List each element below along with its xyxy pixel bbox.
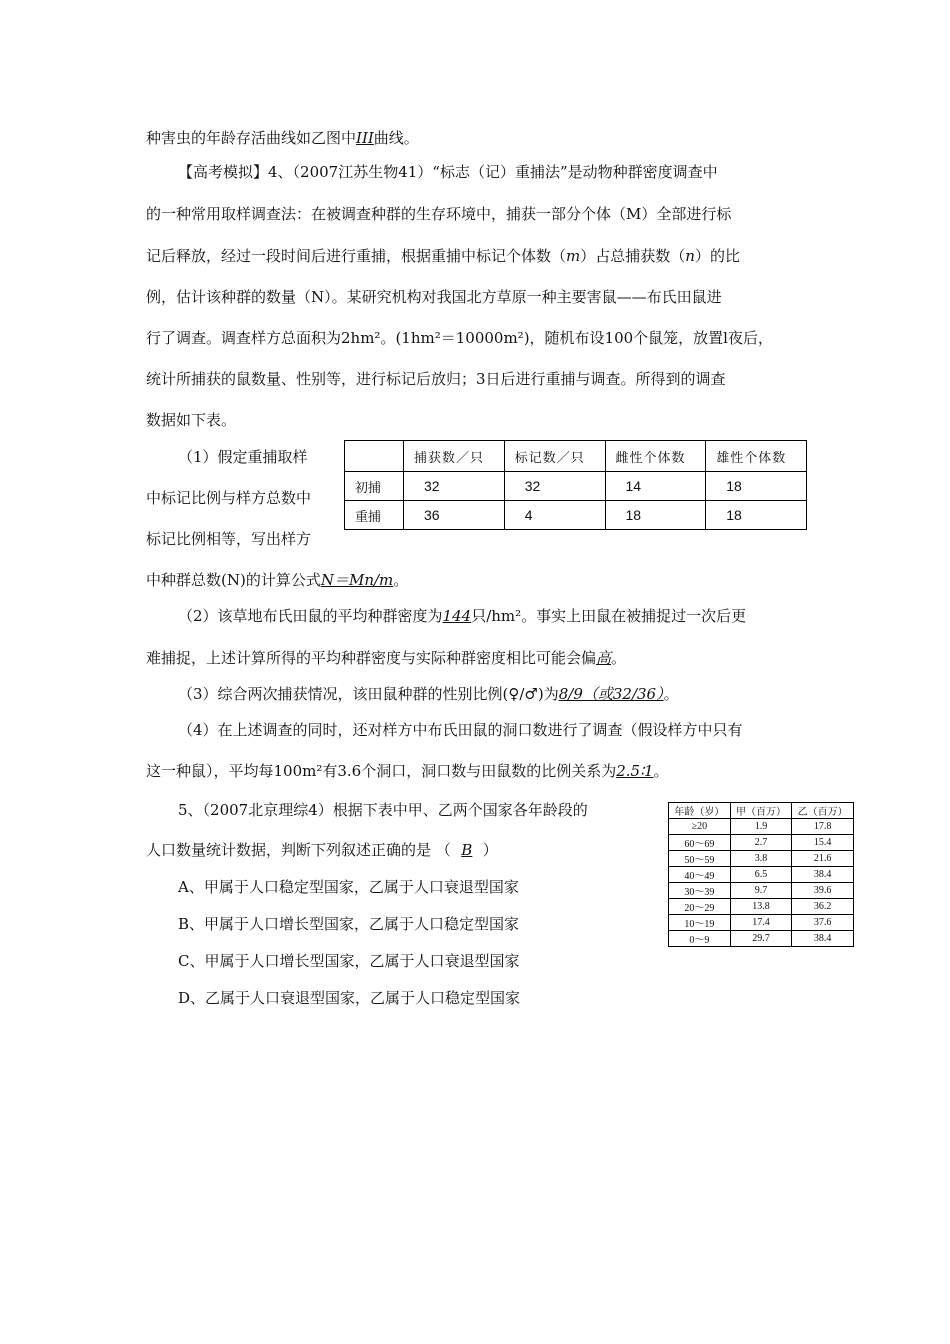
table-cell: 60～69	[669, 835, 731, 851]
text-line: 中标记比例与样方总数中	[146, 489, 312, 507]
table-cell: 18	[706, 501, 807, 530]
table-cell: 38.4	[792, 867, 854, 883]
table-cell: 21.6	[792, 851, 854, 867]
text-line: （4）在上述调查的同时，还对样方中布氏田鼠的洞口数进行了调查（假设样方中只有	[178, 721, 743, 739]
table-cell: 37.6	[792, 915, 854, 931]
table-cell: 9.7	[730, 883, 792, 899]
text-line: 例，估计该种群的数量（N）。某研究机构对我国北方草原一种主要害鼠——布氏田鼠进	[146, 288, 722, 306]
table-cell: 15.4	[792, 835, 854, 851]
text-line: 这一种鼠），平均每100m²有3.6个洞口，洞口数与田鼠数的比例关系为2.5∶1。	[146, 762, 669, 780]
table-cell: 1.9	[730, 819, 792, 835]
text-line: 难捕捉，上述计算所得的平均种群密度与实际种群密度相比可能会偏高。	[146, 649, 627, 667]
option-b: B、甲属于人口增长型国家，乙属于人口稳定型国家	[178, 915, 520, 933]
table-cell: 2.7	[730, 835, 792, 851]
table-cell: 50～59	[669, 851, 731, 867]
table-cell: 14	[605, 472, 706, 501]
table-cell: 39.6	[792, 883, 854, 899]
text-line: 统计所捕获的鼠数量、性别等，进行标记后放归；3日后进行重捕与调查。所得到的调查	[146, 370, 726, 388]
table-header: 雄性个体数	[706, 441, 807, 472]
text-line: 的一种常用取样调查法：在被调查种群的生存环境中，捕获一部分个体（M）全部进行标	[146, 205, 732, 223]
option-d: D、乙属于人口衰退型国家，乙属于人口稳定型国家	[178, 989, 521, 1007]
table-header: 标记数／只	[504, 441, 605, 472]
table-cell: 3.8	[730, 851, 792, 867]
text-line: 标记比例相等，写出样方	[146, 530, 312, 548]
capture-data-table	[344, 440, 807, 530]
table-cell: 13.8	[730, 899, 792, 915]
text-line: 行了调查。调查样方总面积为2hm²。(1hm²＝10000m²)，随机布设100个鼠笼，放置l夜后，	[146, 329, 773, 347]
table-cell: ≥20	[669, 819, 731, 835]
table-cell: 36.2	[792, 899, 854, 915]
table-header: 雌性个体数	[605, 441, 706, 472]
table-cell: 0～9	[669, 931, 731, 947]
option-a: A、甲属于人口稳定型国家，乙属于人口衰退型国家	[178, 878, 519, 896]
text-line: 记后释放，经过一段时间后进行重捕，根据重捕中标记个体数（m）占总捕获数（n）的比	[146, 247, 740, 265]
table-cell: 36	[404, 501, 505, 530]
table-header	[345, 441, 404, 472]
table-cell: 32	[404, 472, 505, 501]
text-line: 种害虫的年龄存活曲线如乙图中III曲线。	[146, 129, 419, 147]
option-c: C、甲属于人口增长型国家，乙属于人口衰退型国家	[178, 952, 520, 970]
table-cell: 10～19	[669, 915, 731, 931]
text-line: （2）该草地布氏田鼠的平均种群密度为144只/hm²。事实上田鼠在被捕捉过一次后更	[178, 607, 747, 625]
table-cell: 17.8	[792, 819, 854, 835]
population-age-table	[668, 802, 854, 947]
text-line: 人口数量统计数据，判断下列叙述正确的是 （ B ）	[146, 841, 498, 859]
table-header: 甲（百万）	[730, 803, 792, 819]
table-header: 乙（百万）	[792, 803, 854, 819]
text-line: （3）综合两次捕获情况，该田鼠种群的性别比例(♀/♂)为8/9（或32/36）。	[178, 685, 679, 703]
table-cell: 18	[706, 472, 807, 501]
table-cell: 29.7	[730, 931, 792, 947]
table-cell: 4	[504, 501, 605, 530]
text-line: 【高考模拟】4、（2007江苏生物41）“标志（记）重捕法”是动物种群密度调查中	[178, 163, 718, 181]
text-line: 数据如下表。	[146, 411, 237, 429]
table-cell: 20～29	[669, 899, 731, 915]
table-cell: 初捕	[345, 472, 404, 501]
table-cell: 38.4	[792, 931, 854, 947]
table-cell: 17.4	[730, 915, 792, 931]
table-header: 年龄（岁）	[669, 803, 731, 819]
text-line: （1）假定重捕取样	[178, 448, 308, 466]
table-header: 捕获数／只	[404, 441, 505, 472]
table-cell: 32	[504, 472, 605, 501]
table-cell: 18	[605, 501, 706, 530]
table-cell: 重捕	[345, 501, 404, 530]
table-cell: 6.5	[730, 867, 792, 883]
table-cell: 40～49	[669, 867, 731, 883]
text-line: 5、（2007北京理综4）根据下表中甲、乙两个国家各年龄段的	[178, 801, 588, 819]
table-cell: 30～39	[669, 883, 731, 899]
text-line: 中种群总数(N)的计算公式N＝Mn/m。	[146, 571, 409, 589]
